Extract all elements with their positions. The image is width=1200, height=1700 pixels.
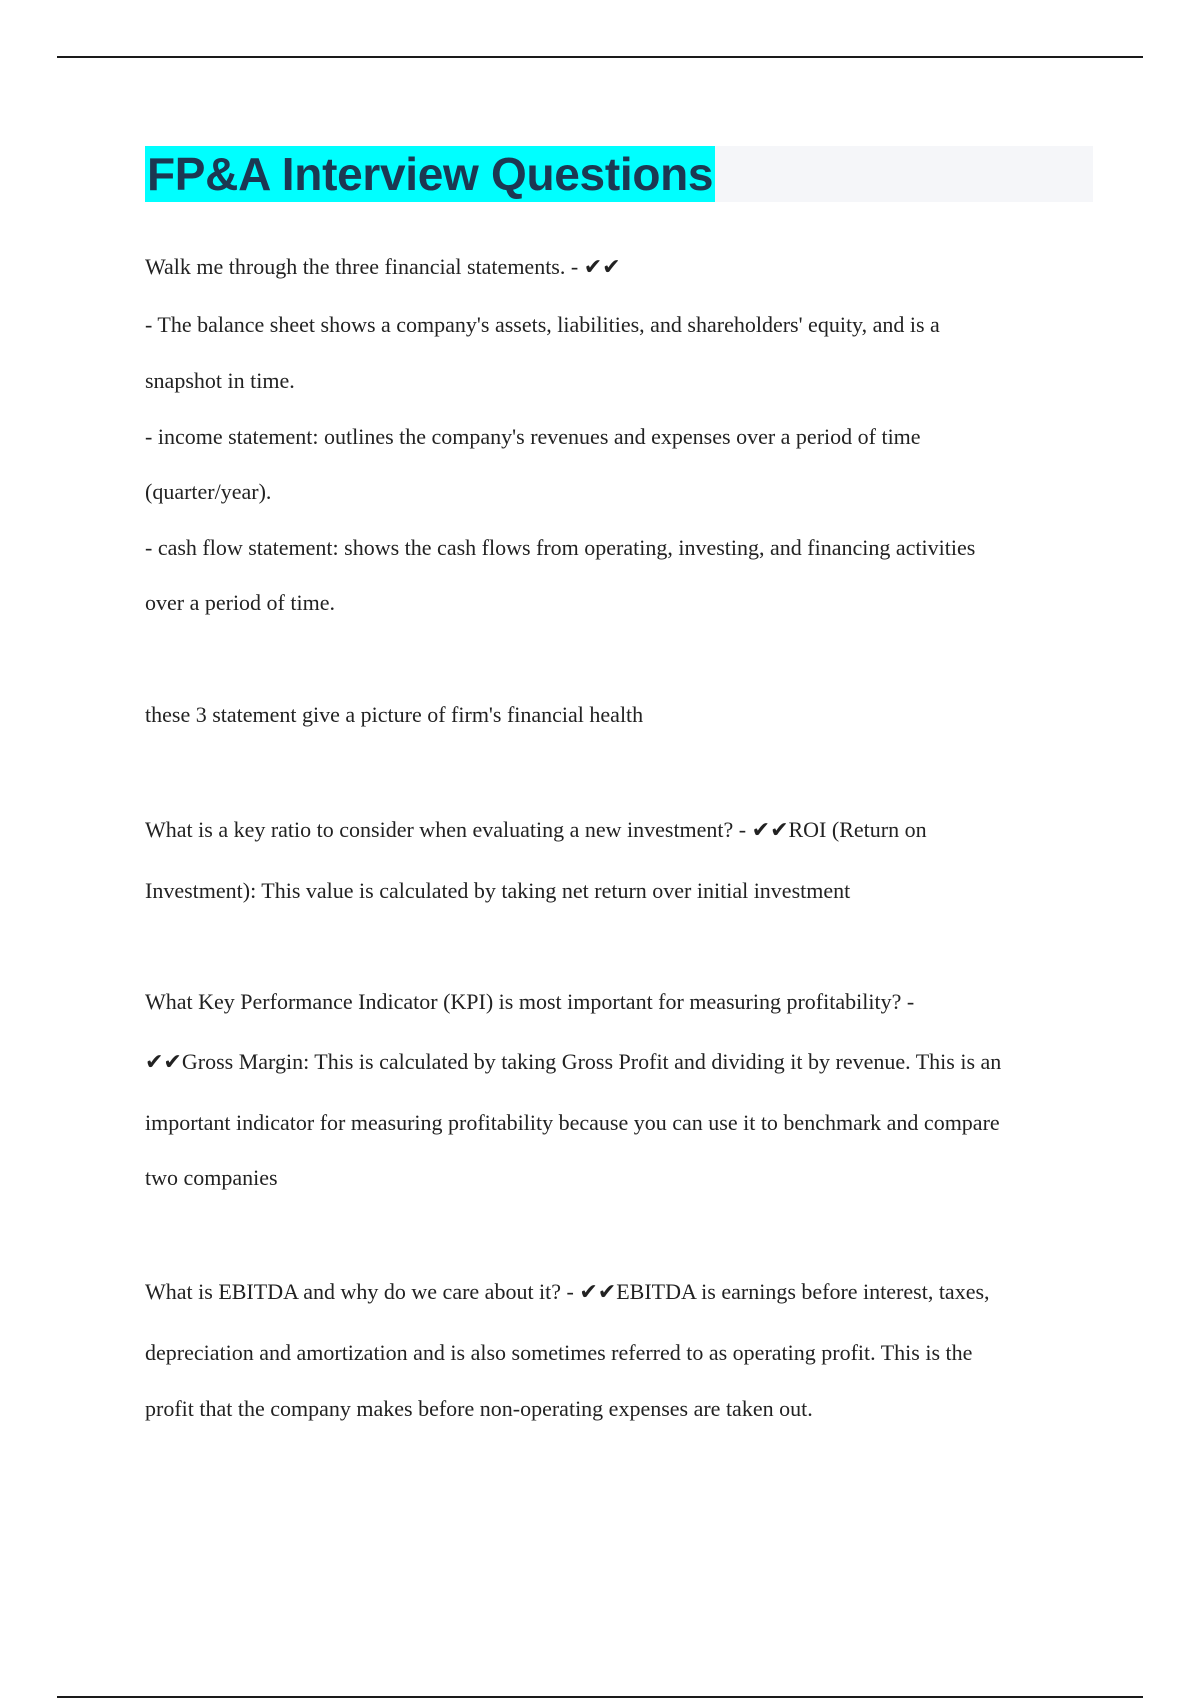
document-title: FP&A Interview Questions	[147, 148, 714, 200]
q4-answer-line: profit that the company makes before non-operating expenses are taken out.	[145, 1396, 813, 1421]
q1-answer-line: - The balance sheet shows a company's assets, liabilities, and shareholders' equity, and is a	[145, 312, 940, 337]
q3-question-line: What Key Performance Indicator (KPI) is most important for measuring profitability? -	[145, 989, 915, 1014]
q1-answer-line: over a period of time.	[145, 590, 335, 615]
q3-answer-line: ✔✔Gross Margin: This is calculated by taking Gross Profit and dividing it by revenue. This is an	[145, 1049, 1002, 1074]
q4-answer-line: depreciation and amortization and is also sometimes referred to as operating profit. This is the	[145, 1340, 973, 1365]
page-top-rule	[57, 56, 1143, 58]
q2-question-line: What is a key ratio to consider when evaluating a new investment? - ✔✔ROI (Return on	[145, 817, 927, 842]
q1-answer-line: - income statement: outlines the company's revenues and expenses over a period of time	[145, 424, 921, 449]
q1-answer-line: snapshot in time.	[145, 368, 295, 393]
q3-answer-line: two companies	[145, 1165, 278, 1190]
q3-answer-line: important indicator for measuring profitability because you can use it to benchmark and compare	[145, 1110, 1000, 1135]
q2-answer-line: Investment): This value is calculated by taking net return over initial investment	[145, 878, 851, 903]
q1-summary-line: these 3 statement give a picture of firm's financial health	[145, 702, 644, 727]
q4-question-line: What is EBITDA and why do we care about it? - ✔✔EBITDA is earnings before interest, taxes,	[145, 1279, 990, 1304]
q1-answer-line: - cash flow statement: shows the cash flows from operating, investing, and financing activities	[145, 535, 976, 560]
page-bottom-rule	[57, 1696, 1143, 1698]
q1-answer-line: (quarter/year).	[145, 479, 272, 504]
q1-question-line: Walk me through the three financial statements. - ✔✔	[145, 254, 621, 279]
